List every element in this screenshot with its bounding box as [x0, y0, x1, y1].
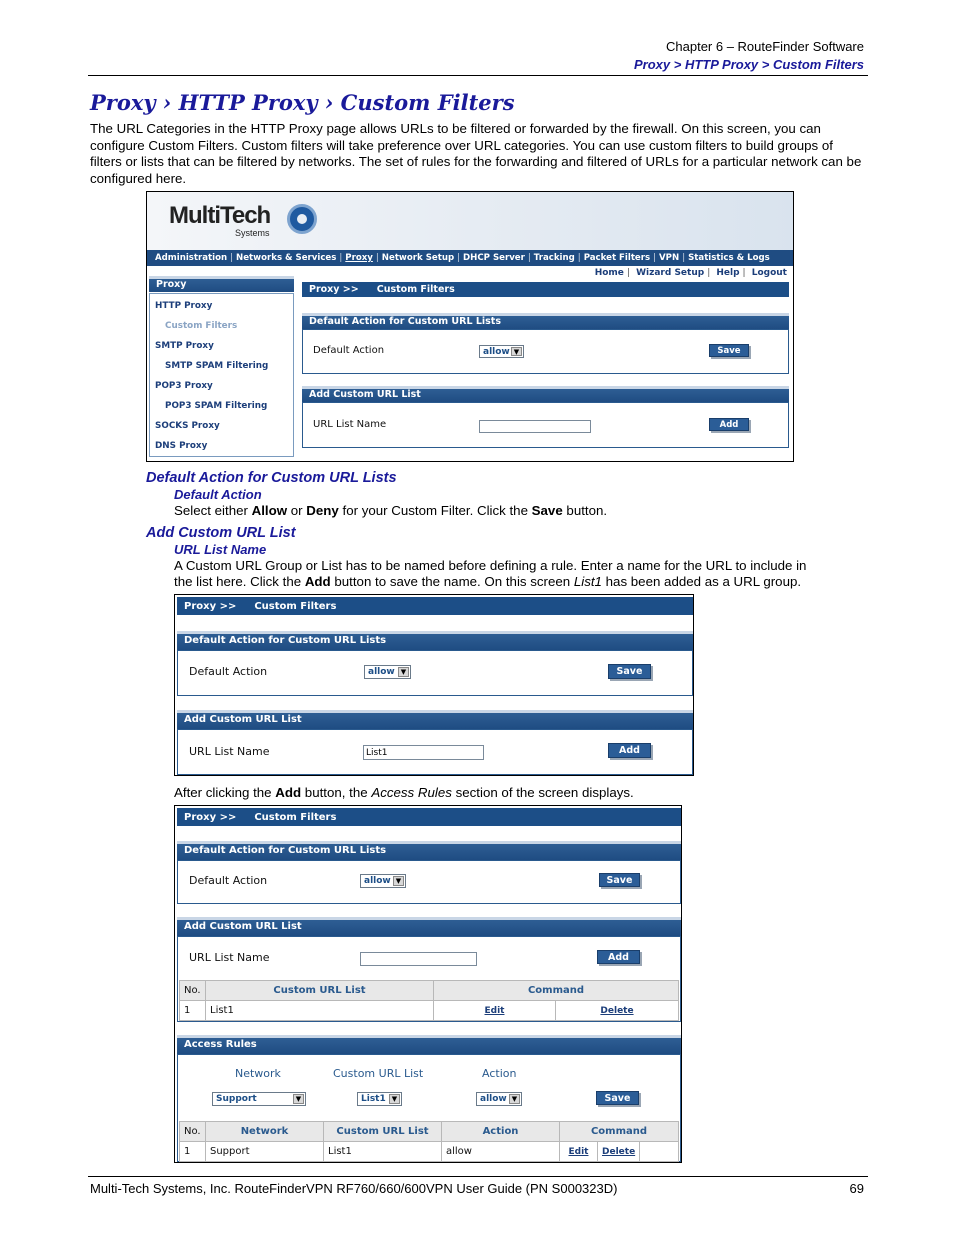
- breadcrumb: Proxy > HTTP Proxy > Custom Filters: [634, 57, 864, 72]
- default-action-header: Default Action for Custom URL Lists: [177, 631, 693, 650]
- access-col-network: Network: [235, 1067, 281, 1080]
- col-custom-url-list: Custom URL List: [206, 981, 434, 1001]
- url-list-description-2: the list here. Click the Add button to save the name. On this screen List1 has been added as a URL group.: [174, 574, 802, 589]
- screenshot-add-list: [174, 594, 694, 776]
- default-action-select[interactable]: allow ▼: [360, 874, 406, 888]
- logo-subtext: Systems: [235, 228, 270, 238]
- sidebar-item-smtp-proxy[interactable]: SMTP Proxy: [155, 341, 214, 351]
- sidebar-item-custom-filters[interactable]: Custom Filters: [165, 321, 238, 331]
- nav-dhcp-server[interactable]: DHCP Server: [463, 253, 525, 263]
- url-list-name-label: URL List Name: [189, 951, 270, 964]
- access-col-custom-url-list: Custom URL List: [333, 1067, 424, 1080]
- col-command: Command: [560, 1122, 679, 1142]
- footer-text: Multi-Tech Systems, Inc. RouteFinderVPN RF760/660/600VPN User Guide (PN S000323D): [90, 1181, 618, 1196]
- sidebar-item-http-proxy[interactable]: HTTP Proxy: [155, 301, 213, 311]
- screenshot-full-page: [146, 191, 794, 462]
- sidebar-item-dns-proxy[interactable]: DNS Proxy: [155, 441, 208, 451]
- col-no: No.: [180, 1122, 206, 1142]
- chevron-down-icon: ▼: [393, 876, 404, 886]
- default-action-header: Default Action for Custom URL Lists: [177, 841, 681, 860]
- delete-link[interactable]: Delete: [556, 1001, 679, 1021]
- subheading-default-action: Default Action: [174, 487, 262, 502]
- access-col-action: Action: [482, 1067, 517, 1080]
- top-navigation: Administration | Networks & Services | Proxy | Network Setup | DHCP Server | Tracking | Packet Filters | VPN | Statistics & Logs: [147, 250, 793, 266]
- nav-logout[interactable]: Logout: [751, 268, 787, 278]
- custom-url-list-table: [179, 980, 679, 1021]
- default-action-header: Default Action for Custom URL Lists: [302, 313, 789, 329]
- page-number: 69: [849, 1181, 864, 1196]
- nav-wizard-setup[interactable]: Wizard Setup: [636, 268, 705, 278]
- nav-home[interactable]: Home: [594, 268, 624, 278]
- subheading-url-list-name: URL List Name: [174, 542, 267, 557]
- nav-proxy[interactable]: Proxy: [345, 253, 373, 263]
- access-rules-table: [179, 1121, 679, 1162]
- section-heading-default-action: Default Action for Custom URL Lists: [146, 470, 397, 486]
- header-divider: [88, 75, 868, 76]
- save-button[interactable]: Save: [709, 344, 749, 357]
- nav-administration[interactable]: Administration: [155, 253, 228, 263]
- add-button[interactable]: Add: [597, 950, 640, 964]
- default-action-label: Default Action: [189, 874, 268, 887]
- nav-tracking[interactable]: Tracking: [533, 253, 575, 263]
- col-network: Network: [206, 1122, 324, 1142]
- chevron-down-icon: ▼: [509, 1094, 520, 1104]
- nav-networks-services[interactable]: Networks & Services: [236, 253, 337, 263]
- after-add-description: After clicking the Add button, the Access Rules section of the screen displays.: [174, 785, 634, 800]
- page-title: Proxy › HTTP Proxy › Custom Filters: [90, 90, 515, 115]
- url-list-name-input[interactable]: List1: [363, 745, 484, 760]
- logo-circle-icon: [287, 204, 317, 234]
- nav-help[interactable]: Help: [716, 268, 740, 278]
- content-crumb: Proxy >> Custom Filters: [302, 282, 789, 297]
- add-button[interactable]: Add: [608, 743, 651, 758]
- sidebar-title: Proxy: [149, 276, 294, 292]
- add-list-header: Add Custom URL List: [302, 386, 789, 402]
- sidebar-item-pop3-proxy[interactable]: POP3 Proxy: [155, 381, 213, 391]
- nav-vpn[interactable]: VPN: [659, 253, 680, 263]
- sidebar-item-pop3-spam[interactable]: POP3 SPAM Filtering: [165, 401, 268, 411]
- default-action-select[interactable]: allow ▼: [479, 345, 524, 358]
- chevron-down-icon: ▼: [389, 1094, 400, 1104]
- nav-statistics-logs[interactable]: Statistics & Logs: [688, 253, 770, 263]
- col-action: Action: [442, 1122, 560, 1142]
- chevron-down-icon: ▼: [398, 667, 409, 677]
- url-list-description-1: A Custom URL Group or List has to be named before defining a rule. Enter a name for the URL to include in: [174, 558, 807, 573]
- access-save-button[interactable]: Save: [596, 1091, 639, 1105]
- table-row: 1 Support List1 allow Edit Delete: [180, 1142, 679, 1162]
- add-list-header: Add Custom URL List: [177, 917, 681, 936]
- screenshot-access-rules: [174, 805, 682, 1163]
- logo-text: MultiTech: [169, 202, 271, 229]
- url-list-name-label: URL List Name: [313, 419, 387, 430]
- footer-divider: [88, 1176, 868, 1177]
- col-custom-url-list: Custom URL List: [324, 1122, 442, 1142]
- col-no: No.: [180, 981, 206, 1001]
- network-select[interactable]: Support ▼: [212, 1092, 306, 1106]
- sub-navigation: Home | Wizard Setup | Help | Logout: [594, 268, 787, 278]
- chapter-header: Chapter 6 – RouteFinder Software: [666, 39, 864, 54]
- edit-link[interactable]: Edit: [434, 1001, 556, 1021]
- edit-link[interactable]: Edit: [560, 1142, 598, 1162]
- add-button[interactable]: Add: [709, 418, 749, 431]
- col-command: Command: [434, 981, 679, 1001]
- chevron-down-icon: ▼: [511, 347, 522, 356]
- chevron-down-icon: ▼: [293, 1094, 304, 1104]
- url-list-name-input[interactable]: [360, 952, 477, 966]
- access-rules-header: Access Rules: [177, 1035, 681, 1054]
- custom-url-list-select[interactable]: List1 ▼: [357, 1092, 402, 1106]
- default-action-select[interactable]: allow ▼: [364, 665, 411, 679]
- nav-packet-filters[interactable]: Packet Filters: [583, 253, 651, 263]
- section-heading-add-list: Add Custom URL List: [146, 525, 296, 541]
- content-crumb: Proxy >> Custom Filters: [177, 808, 681, 826]
- table-row: 1 List1 Edit Delete: [180, 1001, 679, 1021]
- delete-link[interactable]: Delete: [598, 1142, 640, 1162]
- action-select[interactable]: allow ▼: [476, 1092, 522, 1106]
- save-button[interactable]: Save: [599, 873, 640, 887]
- default-action-description: Select either Allow or Deny for your Custom Filter. Click the Save button.: [174, 503, 608, 518]
- url-list-name-label: URL List Name: [189, 745, 270, 758]
- intro-paragraph: The URL Categories in the HTTP Proxy page allows URLs to be filtered or forwarded by the firewall. On this screen, you can configure Custom Filters. Custom filters will take preference over URL categories. You can use custom filters to build groups of filters or lists that can be filtered by networks. The set of rules for the forwarding and filtered of URLs for a particular network can be configured here.: [90, 121, 862, 186]
- save-button[interactable]: Save: [608, 664, 651, 679]
- default-action-label: Default Action: [313, 345, 385, 356]
- default-action-label: Default Action: [189, 665, 268, 678]
- add-list-header: Add Custom URL List: [177, 710, 693, 729]
- sidebar: [149, 293, 294, 457]
- nav-network-setup[interactable]: Network Setup: [381, 253, 455, 263]
- content-crumb: Proxy >> Custom Filters: [177, 597, 693, 615]
- sidebar-item-smtp-spam[interactable]: SMTP SPAM Filtering: [165, 361, 269, 371]
- url-list-name-input[interactable]: [479, 420, 591, 433]
- sidebar-item-socks-proxy[interactable]: SOCKS Proxy: [155, 421, 220, 431]
